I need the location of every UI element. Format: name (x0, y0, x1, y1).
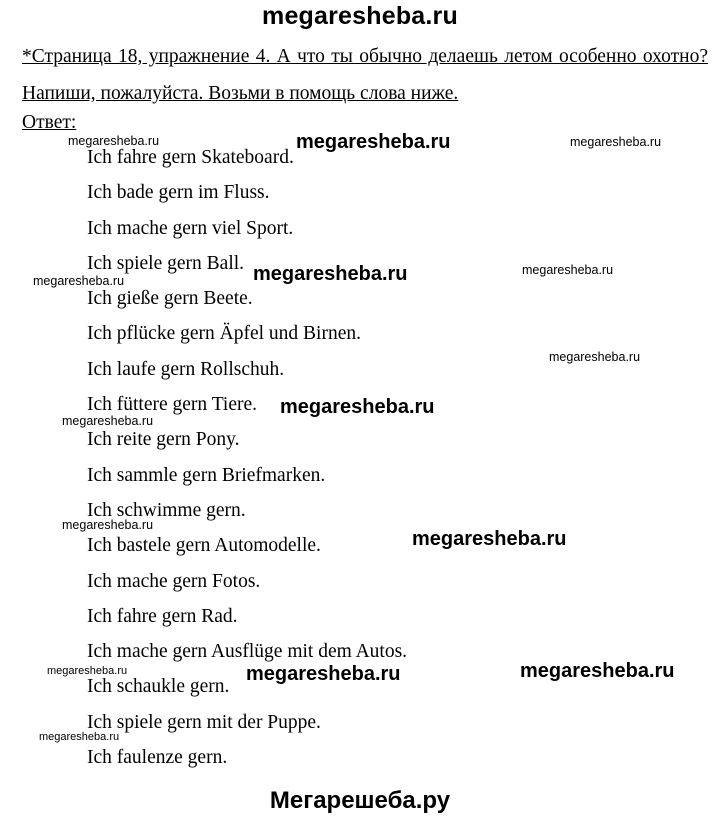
watermark: megaresheba.ru (62, 518, 154, 532)
watermark: megaresheba.ru (39, 731, 120, 743)
answer-sentence: Ich gieße gern Beete. (87, 288, 253, 310)
site-header: megaresheba.ru (262, 2, 458, 30)
answer-sentence: Ich spiele gern Ball. (87, 252, 245, 274)
answer-sentence: Ich mache gern viel Sport. (87, 217, 294, 239)
watermark: megaresheba.ru (412, 528, 567, 550)
answer-sentence: Ich schaukle gern. (87, 676, 230, 698)
answer-sentence: Ich reite gern Pony. (87, 429, 240, 451)
answer-sentence: Ich laufe gern Rollschuh. (87, 358, 285, 380)
answer-sentence: Ich füttere gern Tiere. (87, 394, 258, 416)
watermark: megaresheba.ru (68, 134, 160, 148)
watermark: megaresheba.ru (253, 263, 408, 285)
answer-sentence: Ich schwimme gern. (87, 499, 246, 521)
answer-sentence: Ich mache gern Fotos. (87, 570, 261, 592)
answer-sentence: Ich mache gern Ausflüge mit dem Autos. (87, 641, 408, 663)
watermark: megaresheba.ru (570, 135, 662, 149)
answer-sentence: Ich spiele gern mit der Puppe. (87, 711, 321, 733)
answer-sentence: Ich faulenze gern. (87, 747, 228, 769)
answer-sentence: Ich sammle gern Briefmarken. (87, 464, 326, 486)
watermark: megaresheba.ru (33, 274, 125, 288)
answer-sentence: Ich fahre gern Rad. (87, 605, 238, 627)
watermark: megaresheba.ru (549, 350, 641, 364)
answer-sentence: Ich pflücke gern Äpfel und Birnen. (87, 323, 361, 345)
answer-sentence: Ich fahre gern Skateboard. (87, 147, 294, 168)
watermark: megaresheba.ru (520, 660, 675, 682)
answer-sentence: Ich bastele gern Automodelle. (87, 535, 321, 557)
watermark: megaresheba.ru (246, 663, 401, 685)
answer-label: Ответ: (22, 112, 77, 133)
answer-sentences (87, 146, 407, 781)
watermark: megaresheba.ru (522, 263, 614, 277)
watermark: megaresheba.ru (47, 665, 128, 677)
answer-sentence: Ich bade gern im Fluss. (87, 182, 270, 204)
task-statement: *Страница 18, упражнение 4. А что ты обычно делаешь летом особенно охотно? Напиши, пожалуйста. Возьми в помощь слова ниже. (22, 46, 708, 104)
watermark: megaresheba.ru (280, 396, 435, 418)
site-footer: Мегарешеба.ру (269, 787, 451, 814)
watermark: megaresheba.ru (62, 414, 154, 428)
watermark: megaresheba.ru (296, 131, 451, 153)
